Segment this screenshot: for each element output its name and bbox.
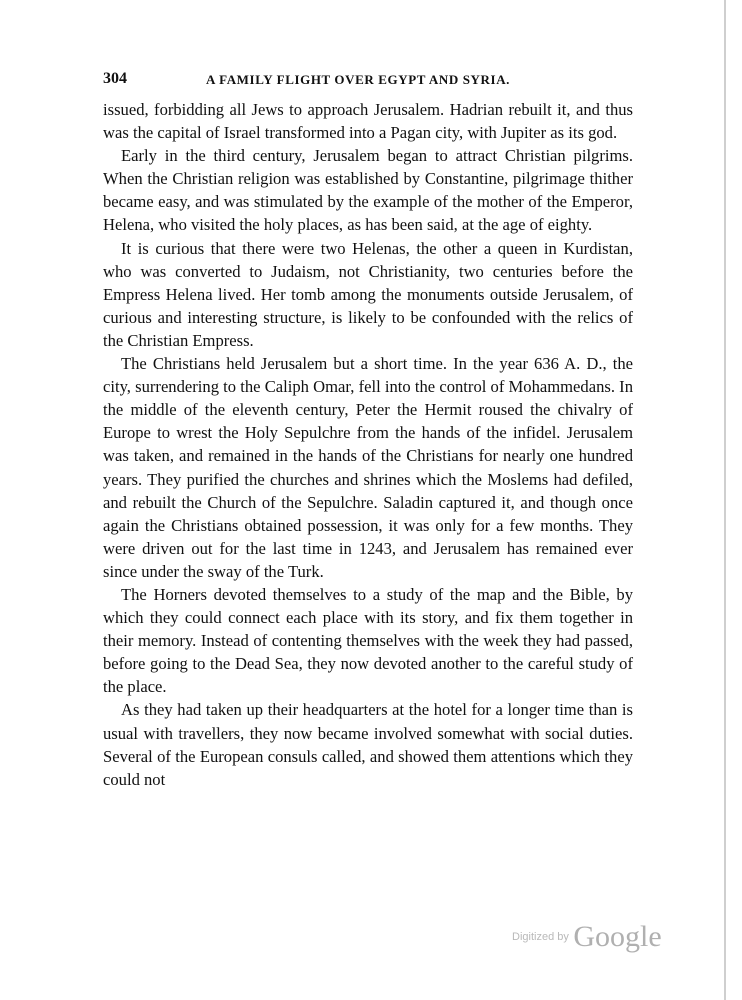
watermark-prefix: Digitized by — [512, 931, 569, 943]
page-header — [103, 70, 633, 92]
paragraph-1: issued, forbidding all Jews to approach Jerusalem. Hadrian rebuilt it, and thus was the capital of Israel transformed into a Pagan city, with Jupiter as its god. — [103, 100, 633, 143]
page-number: 304 — [103, 70, 127, 87]
page-edge-rule — [724, 0, 726, 1000]
paragraph-5: The Horners devoted themselves to a study of the map and the Bible, by which they could connect each place with its story, and fix them together in their memory. Instead of contenting themselves with the week they had passed, before going to the Dead Sea, they now devoted another to the careful study of the place. — [103, 584, 633, 697]
google-logo: Google — [573, 920, 662, 953]
paragraph-6: As they had taken up their headquarters at the hotel for a longer time than is usual with travellers, they now became involved somewhat with social duties. Several of the European consuls called, and showed them attentions which they could not — [103, 700, 633, 789]
body-text — [103, 98, 633, 791]
running-head: A FAMILY FLIGHT OVER EGYPT AND SYRIA. — [206, 72, 511, 87]
paragraph-2: Early in the third century, Jerusalem began to attract Christian pilgrims. When the Christian religion was established by Constantine, pilgrimage thither became easy, and was stimulated by the example of the mother of the Emperor, Helena, who visited the holy places, as has been said, at the age of eighty. — [103, 146, 633, 235]
paragraph-4: The Christians held Jerusalem but a short time. In the year 636 A. D., the city, surrendering to the Caliph Omar, fell into the control of Mohammedans. In the middle of the eleventh century, Peter the Hermit roused the chivalry of Europe to wrest the Holy Sepulchre from the hands of the infidel. Jerusalem was taken, and remained in the hands of the Christians for nearly one hundred years. They purified the churches and shrines which the Moslems had defiled, and rebuilt the Church of the Sepulchre. Saladin captured it, and though once again the Christians obtained possession, it was only for a few months. They were driven out for the last time in 1243, and Jerusalem has remained ever since under the sway of the Turk. — [103, 354, 633, 581]
digitized-watermark — [512, 920, 662, 954]
paragraph-3: It is curious that there were two Helenas, the other a queen in Kurdistan, who was converted to Judaism, not Christianity, two centuries before the Empress Helena lived. Her tomb among the monuments outside Jerusalem, of curious and interesting structure, is likely to be confounded with the relics of the Christian Empress. — [103, 238, 633, 350]
